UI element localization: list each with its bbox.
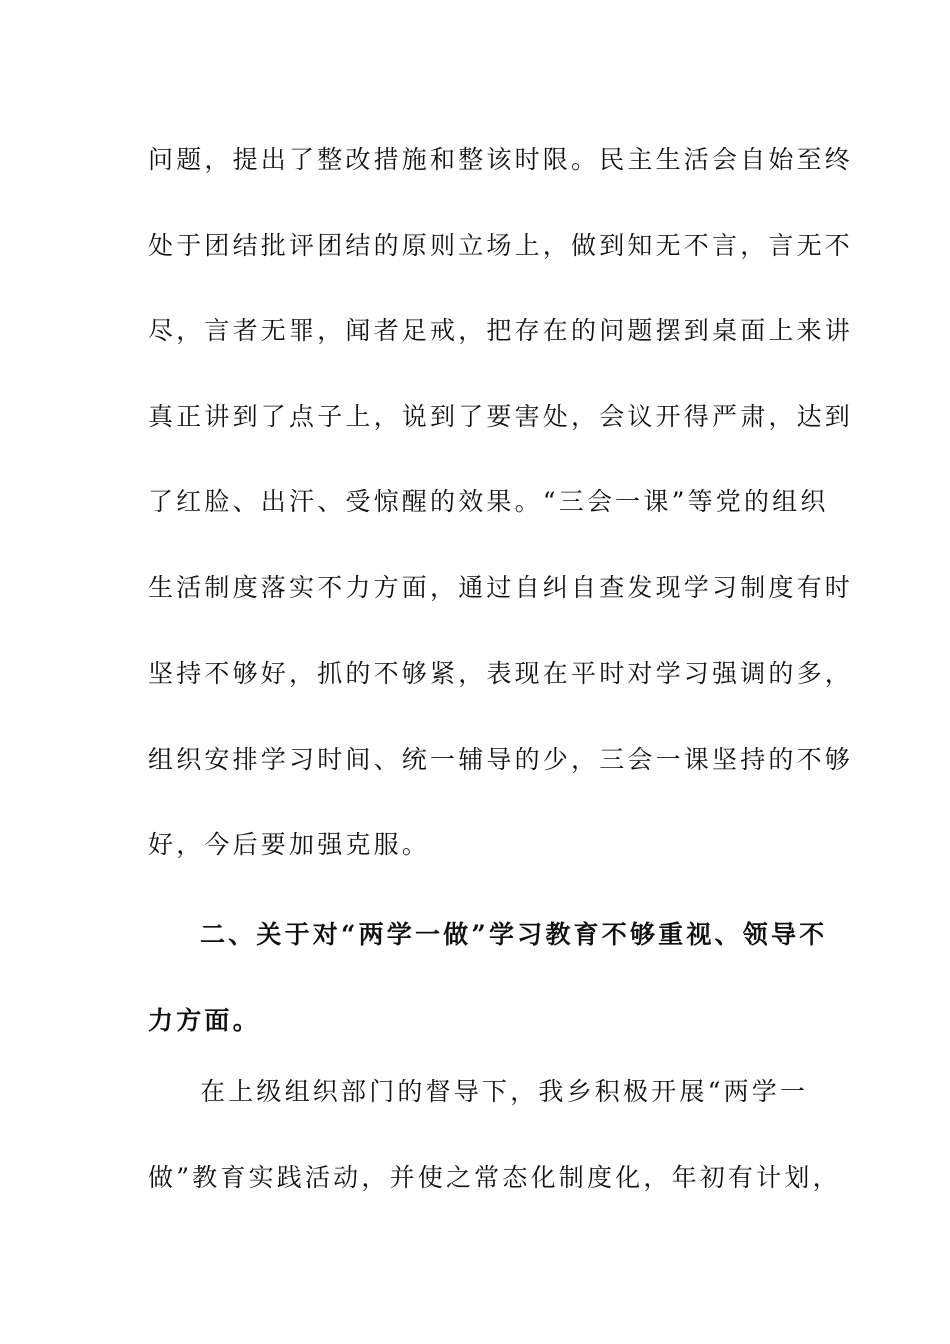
text-line-4: 真正讲到了点子上，说到了要害处，会议开得严肃，达到 — [148, 402, 854, 431]
text-line-9: 好，今后要加强克服。 — [148, 830, 431, 859]
text-line-12: 在上级组织部门的督导下，我乡积极开展“两学一 — [200, 1077, 809, 1106]
text-line-7: 坚持不够好，抓的不够紧，表现在平时对学习强调的多， — [148, 659, 854, 688]
text-line-5: 了红脸、出汗、受惊醒的效果。“三会一课”等党的组织 — [148, 487, 829, 516]
section-heading-line-2: 力方面。 — [148, 1006, 261, 1035]
text-line-13: 做”教育实践活动，并使之常态化制度化，年初有计划， — [148, 1163, 841, 1192]
text-line-1: 问题，提出了整改措施和整该时限。民主生活会自始至终 — [148, 145, 854, 174]
text-line-2: 处于团结批评团结的原则立场上，做到知无不言，言无不 — [148, 231, 854, 260]
section-heading-line-1: 二、关于对“两学一做”学习教育不够重视、领导不 — [200, 920, 828, 949]
text-line-3: 尽，言者无罪，闻者足戒，把存在的问题摆到桌面上来讲 — [148, 316, 854, 345]
text-line-8: 组织安排学习时间、统一辅导的少，三会一课坚持的不够 — [148, 745, 854, 774]
text-line-6: 生活制度落实不力方面，通过自纠自查发现学习制度有时 — [148, 573, 854, 602]
